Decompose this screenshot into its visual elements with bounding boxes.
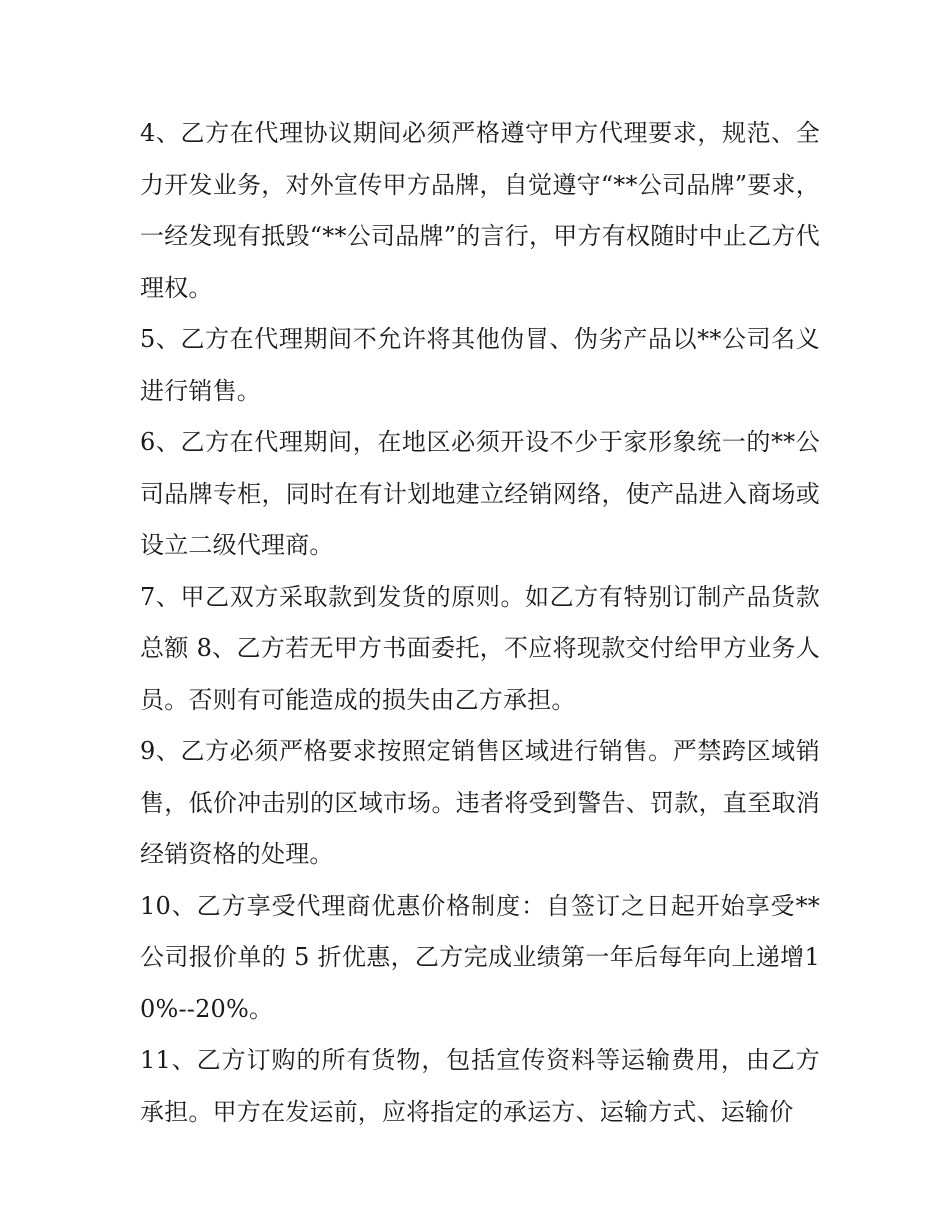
document-body [140, 108, 820, 1138]
clause-5: 5、乙方在代理期间不允许将其他伪冒、伪劣产品以**公司名义进行销售。 [140, 325, 820, 405]
clause-9: 9、乙方必须严格要求按照定销售区域进行销售。严禁跨区域销售，低价冲击别的区域市场。违者将受到警告、罚款，直至取消经销资格的处理。 [140, 737, 820, 868]
clause-11: 11、乙方订购的所有货物，包括宣传资料等运输费用，由乙方承担。甲方在发运前，应将指定的承运方、运输方式、运输价 [140, 1046, 820, 1126]
clause-4: 4、乙方在代理协议期间必须严格遵守甲方代理要求，规范、全力开发业务，对外宣传甲方品牌，自觉遵守“**公司品牌”要求，一经发现有抵毁“**公司品牌”的言行，甲方有权随时中止乙方代理权。 [140, 119, 820, 302]
clause-6: 6、乙方在代理期间，在地区必须开设不少于家形象统一的**公司品牌专柜，同时在有计划地建立经销网络，使产品进入商场或设立二级代理商。 [140, 428, 820, 559]
clause-7-8: 7、甲乙双方采取款到发货的原则。如乙方有特别订制产品货款总额 8、乙方若无甲方书面委托，不应将现款交付给甲方业务人员。否则有可能造成的损失由乙方承担。 [140, 582, 820, 714]
clause-10: 10、乙方享受代理商优惠价格制度：自签订之日起开始享受**公司报价单的 5 折优惠，乙方完成业绩第一年后每年向上递增10%--20%。 [140, 891, 820, 1023]
